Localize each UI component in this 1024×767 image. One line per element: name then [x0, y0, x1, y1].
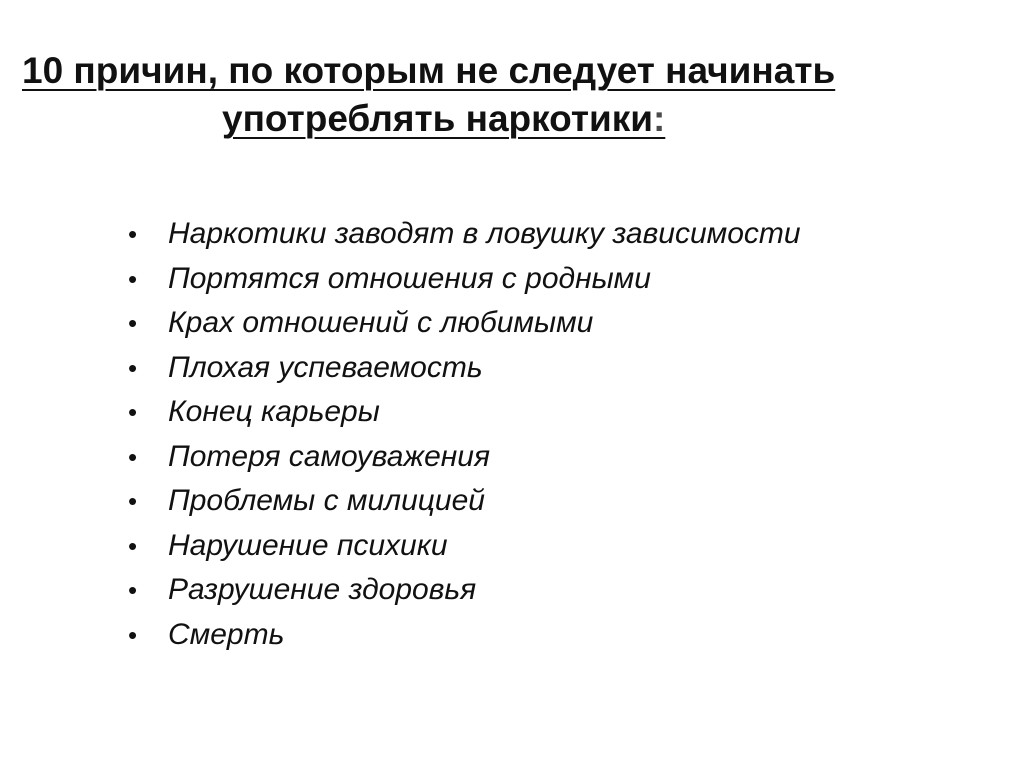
- bullet-icon: •: [128, 486, 138, 516]
- reason-text: Потеря самоуважения: [168, 439, 490, 473]
- reason-text: Наркотики заводят в ловушку зависимости: [168, 217, 801, 250]
- reason-text: Разрушение здоровья: [168, 573, 477, 606]
- reason-text: Портятся отношения с родными: [168, 261, 651, 295]
- reason-text: Смерть: [168, 617, 285, 651]
- title-line-2-text: употреблять наркотики: [222, 98, 653, 139]
- reason-text: Конец карьеры: [168, 395, 380, 428]
- bullet-icon: •: [128, 308, 138, 338]
- bullet-icon: •: [128, 263, 138, 294]
- bullet-icon: •: [128, 397, 138, 427]
- bullet-icon: •: [128, 575, 138, 605]
- bullet-icon: •: [128, 530, 138, 561]
- title-line-1: 10 причин, по которым не следует начинать: [22, 50, 836, 91]
- bullet-icon: •: [128, 619, 138, 650]
- reason-text: Плохая успеваемость: [168, 350, 483, 384]
- bullet-icon: •: [128, 352, 138, 383]
- bullet-icon: •: [128, 441, 138, 472]
- reason-text: Нарушение психики: [168, 528, 448, 562]
- reason-text: Проблемы с милицией: [168, 484, 485, 517]
- title-colon: :: [652, 98, 666, 139]
- bullet-icon: •: [128, 219, 138, 249]
- reason-text: Крах отношений с любимыми: [168, 306, 594, 339]
- title-line-2: [222, 96, 665, 142]
